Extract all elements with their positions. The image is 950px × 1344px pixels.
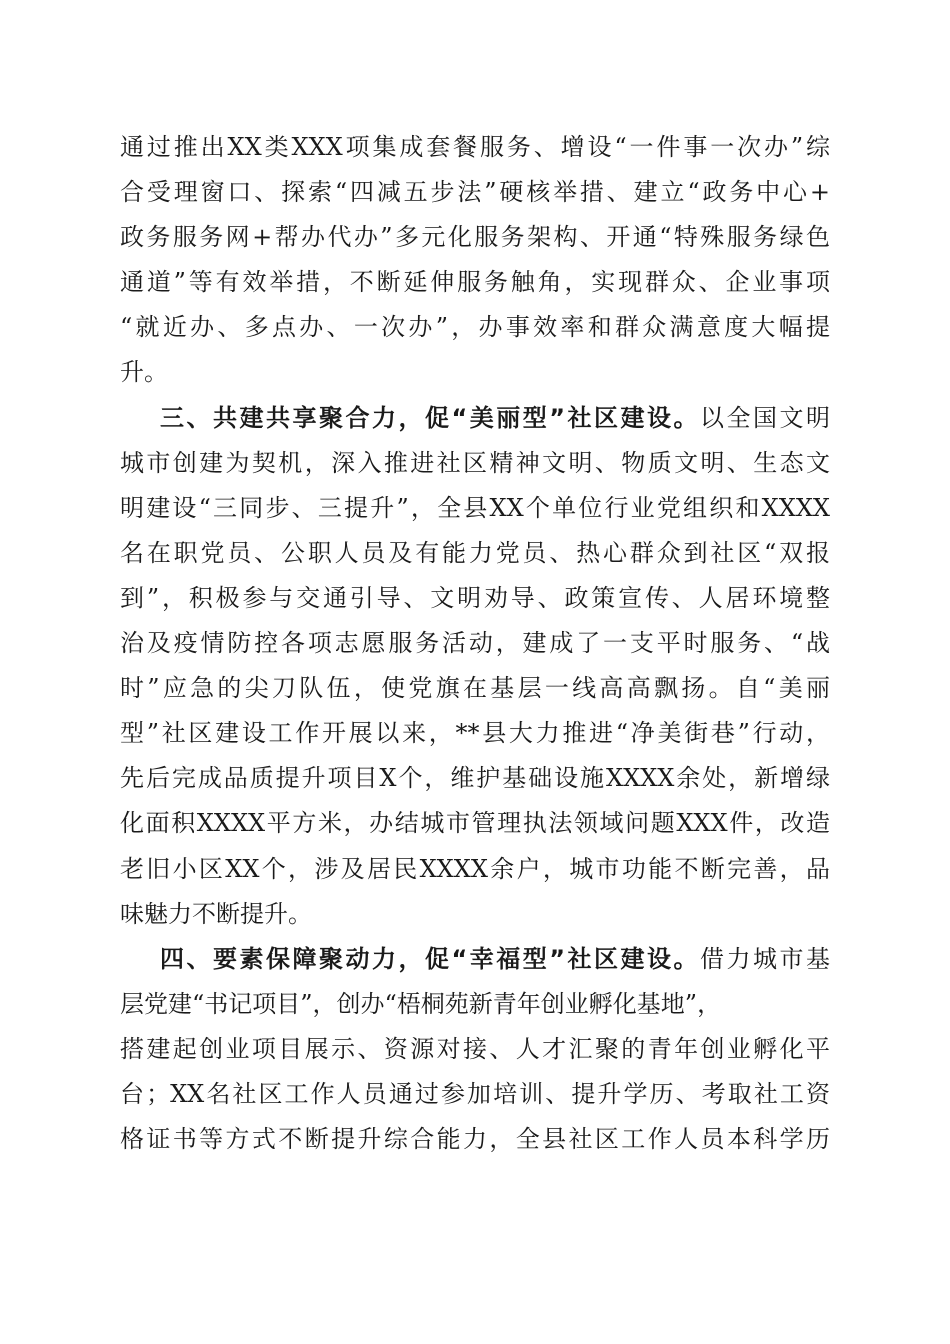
paragraph-2-line-9: 化面积XXXX平方米，办结城市管理执法领域问题XXX件，改造 bbox=[120, 809, 830, 838]
paragraph-2-line-10: 老旧小区XX个，涉及居民XXXX余户，城市功能不断完善，品 bbox=[120, 854, 830, 883]
section-4-heading: 四、要素保障聚动力，促“幸福型”社区建设。 bbox=[160, 944, 701, 973]
paragraph-3-first-line bbox=[120, 937, 830, 982]
paragraph-2-first-line bbox=[120, 396, 830, 441]
paragraph-2-line-6: 时”应急的尖刀队伍，使党旗在基层一线高高飘扬。自“美丽 bbox=[120, 674, 830, 703]
paragraph-2-line-4: 到”，积极参与交通引导、文明劝导、政策宣传、人居环境整 bbox=[120, 583, 830, 612]
paragraph-3-line-2: 搭建起创业项目展示、资源对接、人才汇聚的青年创业孵化平 bbox=[120, 1034, 830, 1063]
paragraph-2-line-7: 型”社区建设工作开展以来，**县大力推进“净美街巷”行动， bbox=[120, 719, 830, 748]
paragraph-3-line-4: 格证书等方式不断提升综合能力，全县社区工作人员本科学历 bbox=[120, 1125, 830, 1154]
paragraph-3-line-1: 层党建“书记项目”，创办“梧桐苑新青年创业孵化基地”， bbox=[120, 989, 722, 1018]
paragraph-2-line-11: 味魅力不断提升。 bbox=[120, 899, 312, 928]
paragraph-3-first-line-text: 借力城市基 bbox=[700, 944, 831, 973]
document-body bbox=[120, 125, 830, 1162]
paragraph-1-line-1: 通过推出XX类XXX项集成套餐服务、增设“一件事一次办”综 bbox=[120, 133, 830, 161]
paragraph-1-line-5: “就近办、多点办、一次办”，办事效率和群众满意度大幅提 bbox=[120, 313, 830, 342]
paragraph-1-line-4: 通道”等有效举措，不断延伸服务触角，实现群众、企业事项 bbox=[120, 268, 830, 297]
paragraph-3-line-3: 台；XX名社区工作人员通过参加培训、提升学历、考取社工资 bbox=[120, 1079, 830, 1108]
paragraph-2-line-8: 先后完成品质提升项目X个，维护基础设施XXXX余处，新增绿 bbox=[120, 764, 830, 793]
paragraph-2-line-3: 名在职党员、公职人员及有能力党员、热心群众到社区“双报 bbox=[120, 538, 830, 567]
paragraph-2-line-2: 明建设“三同步、三提升”，全县XX个单位行业党组织和XXXX bbox=[120, 493, 830, 522]
section-3-heading: 三、共建共享聚合力，促“美丽型”社区建设。 bbox=[160, 403, 701, 432]
paragraph-2-line-5: 治及疫情防控各项志愿服务活动，建成了一支平时服务、“战 bbox=[120, 629, 830, 658]
paragraph-2-line-1: 城市创建为契机，深入推进社区精神文明、物质文明、生态文 bbox=[120, 448, 830, 477]
paragraph-1-line-3: 政务服务网+帮办代办”多元化服务架构、开通“特殊服务绿色 bbox=[120, 223, 830, 252]
paragraph-1-line-6: 升。 bbox=[120, 358, 168, 387]
paragraph-2-first-line-text: 以全国文明 bbox=[700, 403, 831, 432]
paragraph-1-line-2: 合受理窗口、探索“四减五步法”硬核举措、建立“政务中心+ bbox=[120, 178, 830, 207]
